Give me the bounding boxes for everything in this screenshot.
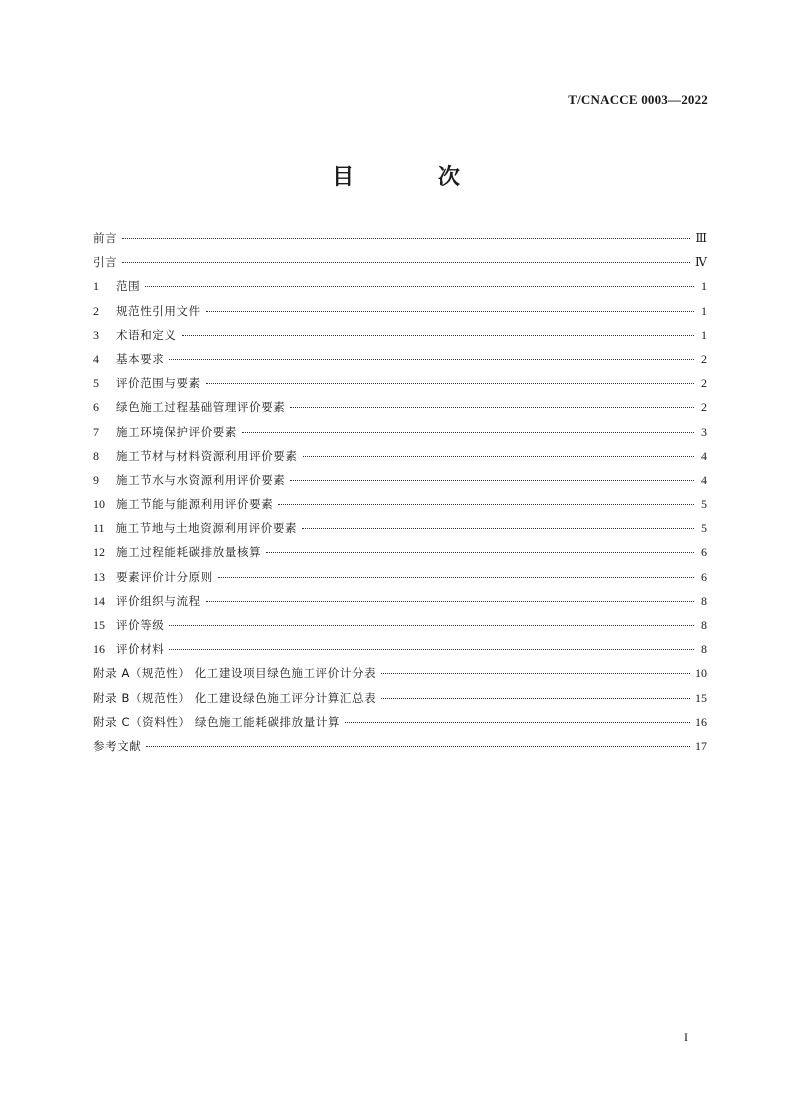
toc-entry[interactable] <box>93 637 707 661</box>
toc-entry-number: 1 <box>93 279 99 294</box>
toc-dot-leader <box>381 673 690 674</box>
toc-entry-page: 4 <box>701 448 707 463</box>
page-number: I <box>684 1030 688 1044</box>
toc-entry-page: 10 <box>695 666 707 681</box>
toc-entry-number: 10 <box>93 497 105 512</box>
toc-entry-label: 施工节材与材料资源利用评价要素 <box>116 448 298 463</box>
toc-entry[interactable] <box>93 565 707 589</box>
toc-entry-number: 14 <box>93 593 105 608</box>
toc-entry-label: 引言 <box>93 255 118 270</box>
toc-entry-label: 前言 <box>93 231 118 245</box>
toc-entry-label: 范围 <box>116 279 141 294</box>
toc-dot-leader <box>182 335 695 336</box>
toc-entry-number: 8 <box>93 448 99 463</box>
toc-dot-leader <box>146 746 690 747</box>
toc-entry[interactable] <box>93 299 707 323</box>
toc-dot-leader <box>242 432 694 433</box>
toc-entry-label: 评价等级 <box>116 618 165 632</box>
toc-entry[interactable] <box>93 347 707 371</box>
toc-entry-page: 16 <box>695 714 707 729</box>
toc-entry-number: 12 <box>93 545 105 560</box>
toc-entry[interactable] <box>93 661 707 685</box>
toc-entry-page: 5 <box>701 521 707 536</box>
toc-entry-label: 施工过程能耗碳排放量核算 <box>116 545 262 560</box>
toc-dot-leader <box>169 359 694 360</box>
toc-entry[interactable] <box>93 371 707 395</box>
toc-dot-leader <box>169 625 694 626</box>
toc-entry[interactable] <box>93 395 707 419</box>
toc-entry-number: 3 <box>93 327 99 342</box>
toc-entry-label: 评价材料 <box>116 642 165 657</box>
toc-entry-page: 6 <box>701 569 707 584</box>
toc-entry-label: 施工节能与能源利用评价要素 <box>116 497 274 512</box>
toc-dot-leader <box>290 480 694 481</box>
toc-entry[interactable] <box>93 613 707 637</box>
toc-entry-number: 13 <box>93 569 105 584</box>
toc-entry-page: 3 <box>701 424 707 439</box>
toc-entry-page: 5 <box>701 497 707 512</box>
toc-dot-leader <box>206 601 694 602</box>
toc-entry-page: 1 <box>701 279 707 294</box>
toc-entry-number: 2 <box>93 303 99 318</box>
toc-entry[interactable] <box>93 226 707 250</box>
toc-entry-label: 评价范围与要素 <box>116 376 201 391</box>
toc-entry[interactable] <box>93 540 707 564</box>
toc-dot-leader <box>303 456 695 457</box>
toc-entry-page: Ⅳ <box>695 255 707 270</box>
toc-entry[interactable] <box>93 274 707 298</box>
toc-entry-label: 施工节水与水资源利用评价要素 <box>116 472 286 487</box>
toc-entry-page: 17 <box>695 738 707 753</box>
toc-entry-label: 施工节地与土地资源利用评价要素 <box>115 521 298 536</box>
toc-entry-page: 2 <box>701 400 707 415</box>
toc-entry[interactable] <box>93 589 707 613</box>
toc-entry[interactable] <box>93 420 707 444</box>
toc-entry-page: 4 <box>701 472 707 487</box>
toc-entry-label: 评价组织与流程 <box>116 593 201 608</box>
toc-entry-number: 9 <box>93 472 99 487</box>
toc-entry-page: 6 <box>701 545 707 560</box>
document-code: T/CNACCE 0003—2022 <box>568 92 708 107</box>
toc-entry-page: 1 <box>701 327 707 342</box>
toc-dot-leader <box>145 286 694 287</box>
toc-entry-label: 要素评价计分原则 <box>116 569 213 584</box>
table-of-contents <box>93 226 707 758</box>
toc-dot-leader <box>206 383 694 384</box>
toc-entry[interactable] <box>93 686 707 710</box>
toc-dot-leader <box>345 722 690 723</box>
toc-dot-leader <box>218 577 694 578</box>
toc-entry-page: 8 <box>701 618 707 632</box>
toc-entry-label: 附录 B（规范性） 化工建设绿色施工评分计算汇总表 <box>93 690 377 705</box>
toc-entry[interactable] <box>93 444 707 468</box>
toc-entry-page: 2 <box>701 376 707 391</box>
toc-dot-leader <box>290 407 694 408</box>
toc-entry-label: 施工环境保护评价要素 <box>116 424 237 439</box>
toc-entry[interactable] <box>93 468 707 492</box>
toc-entry-number: 11 <box>93 521 105 536</box>
toc-entry-label: 参考文献 <box>93 738 142 753</box>
toc-dot-leader <box>278 504 694 505</box>
toc-entry-number: 15 <box>93 618 105 632</box>
toc-entry-page: Ⅲ <box>695 231 707 245</box>
toc-entry-label: 附录 A（规范性） 化工建设项目绿色施工评价计分表 <box>93 666 377 681</box>
toc-entry-number: 5 <box>93 376 99 391</box>
toc-dot-leader <box>266 552 694 553</box>
toc-entry-page: 2 <box>701 351 707 366</box>
toc-entry[interactable] <box>93 734 707 758</box>
toc-entry-number: 4 <box>93 351 99 366</box>
toc-dot-leader <box>169 649 694 650</box>
toc-entry[interactable] <box>93 323 707 347</box>
toc-entry-number: 16 <box>93 642 105 657</box>
toc-dot-leader <box>122 238 690 239</box>
toc-entry-label: 术语和定义 <box>116 327 177 342</box>
toc-entry-label: 规范性引用文件 <box>116 303 201 318</box>
toc-entry[interactable] <box>93 492 707 516</box>
toc-entry-label: 基本要求 <box>116 351 165 366</box>
toc-dot-leader <box>381 698 690 699</box>
toc-entry-number: 6 <box>93 400 99 415</box>
toc-entry[interactable] <box>93 516 707 540</box>
toc-entry-label: 附录 C（资料性） 绿色施工能耗碳排放量计算 <box>93 714 341 729</box>
toc-entry-page: 15 <box>695 690 707 705</box>
toc-entry-page: 1 <box>701 303 707 318</box>
toc-dot-leader <box>302 528 694 529</box>
toc-entry[interactable] <box>93 250 707 274</box>
toc-entry-label: 绿色施工过程基础管理评价要素 <box>116 400 286 415</box>
toc-entry-page: 8 <box>701 642 707 657</box>
page-title: 目 次 <box>332 165 498 190</box>
toc-dot-leader <box>122 262 690 263</box>
toc-entry-page: 8 <box>701 593 707 608</box>
toc-dot-leader <box>206 311 694 312</box>
toc-entry[interactable] <box>93 710 707 734</box>
toc-entry-number: 7 <box>93 424 99 439</box>
